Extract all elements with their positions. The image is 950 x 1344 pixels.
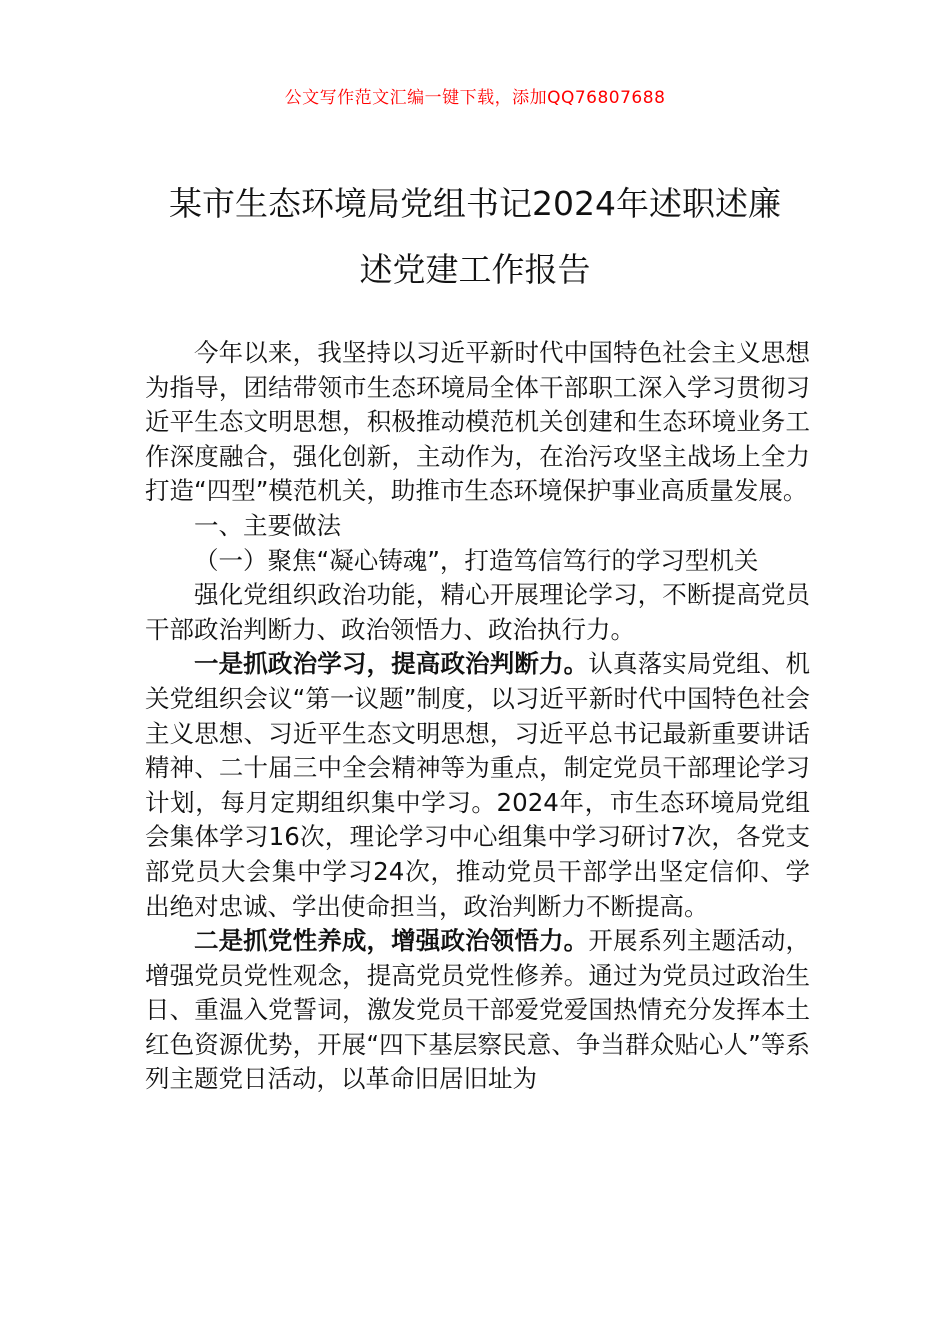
header-ad-text: 公文写作范文汇编一键下载，添加QQ76807688	[284, 88, 666, 108]
subsection-intro-paragraph: 强化党组织政治功能，精心开展理论学习，不断提高党员干部政治判断力、政治领悟力、政治执行力。	[145, 580, 810, 644]
document-title-line2: 述党建工作报告	[359, 250, 591, 289]
section-heading: 一、主要做法	[194, 510, 341, 540]
subsection-heading: （一）聚焦“凝心铸魂”，打造笃信笃行的学习型机关	[194, 545, 759, 575]
point1-body: 认真落实局党组、机关党组织会议“第一议题”制度，以习近平新时代中国特色社会主义思想、习近平生态文明思想，习近平总书记最新重要讲话精神、二十届三中全会精神等为重点，制定党员干部理论学习计划，每月定期组织集中学习。2024年，市生态环境局党组会集体学习16次，理论学习中心组集中学习研讨7次，各党支部党员大会集中学习24次，推动党员干部学出坚定信仰、学出绝对忠诚、学出使命担当，政治判断力不断提高。	[145, 649, 811, 921]
document-body	[145, 336, 810, 1097]
point2-body: 开展系列主题活动，增强党员党性观念，提高党员党性修养。通过为党员过政治生日、重温入党誓词，激发党员干部爱党爱国热情充分发挥本土红色资源优势，开展“四下基层察民意、争当群众贴心人”等系列主题党日活动，以革命旧居旧址为	[145, 926, 811, 1094]
document-title-line1: 某市生态环境局党组书记2024年述职述廉	[169, 184, 781, 223]
intro-paragraph: 今年以来，我坚持以习近平新时代中国特色社会主义思想为指导，团结带领市生态环境局全体干部职工深入学习贯彻习近平生态文明思想，积极推动模范机关创建和生态环境业务工作深度融合，强化创新，主动作为，在治污攻坚主战场上全力打造“四型”模范机关，助推市生态环境保护事业高质量发展。	[145, 338, 810, 506]
point2-paragraph	[145, 924, 810, 1097]
point1-paragraph	[145, 647, 810, 924]
point2-lead: 二是抓党性养成，增强政治领悟力。	[194, 926, 589, 956]
point1-lead: 一是抓政治学习，提高政治判断力。	[194, 649, 589, 679]
